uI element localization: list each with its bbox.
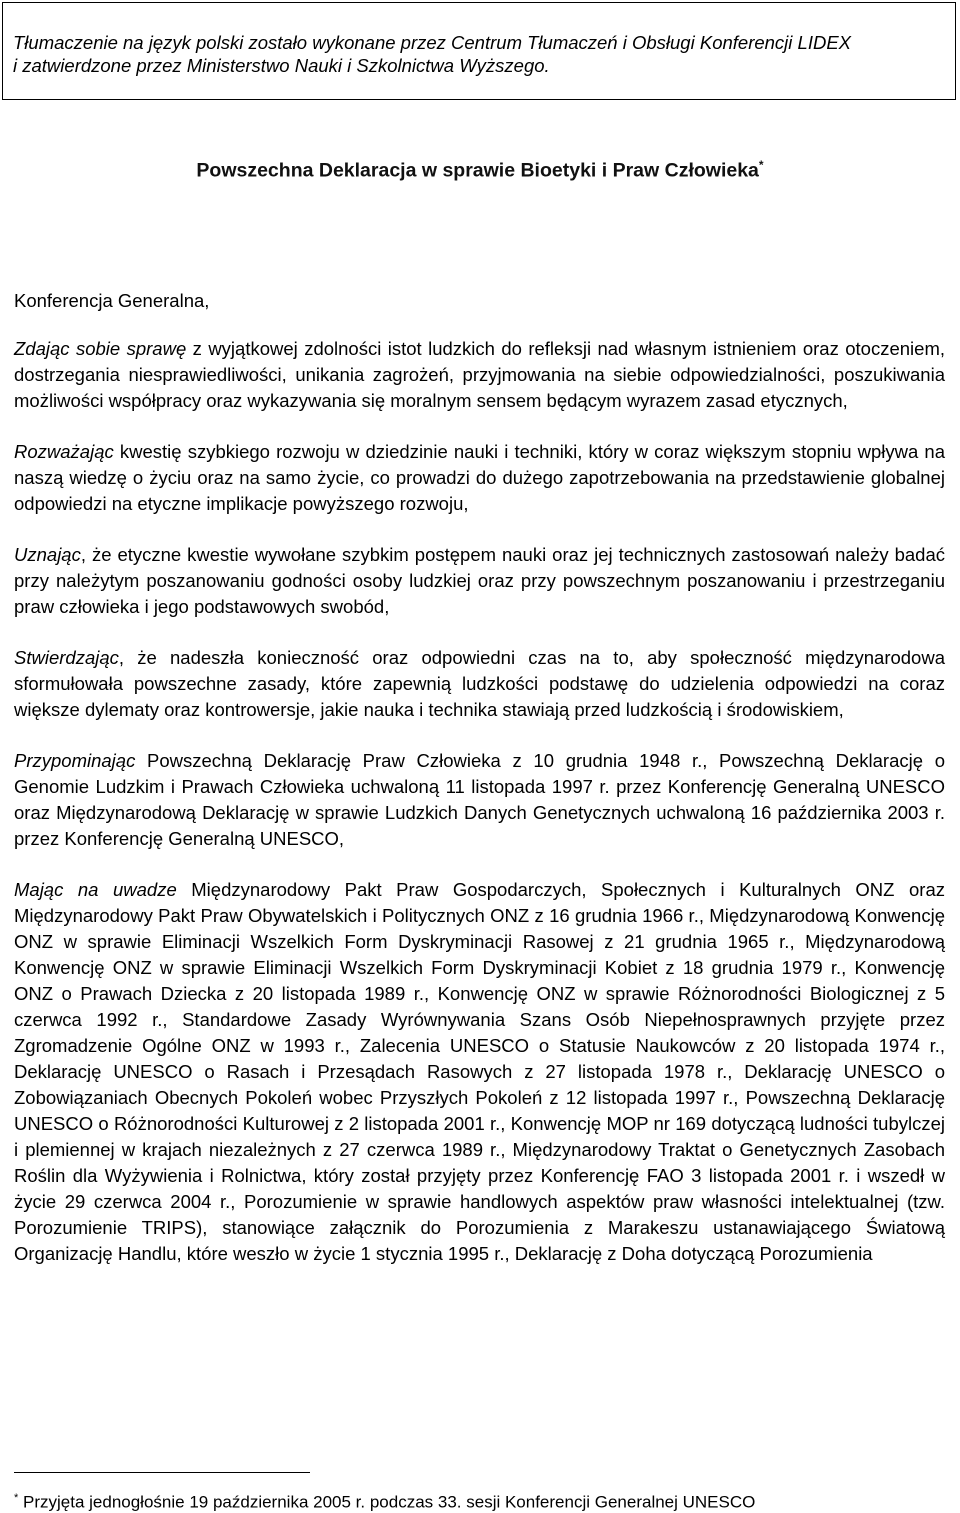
paragraph-lead: Stwierdzając — [14, 647, 119, 668]
title-text: Powszechna Deklaracja w sprawie Bioetyki i Praw Człowieka — [196, 159, 759, 182]
paragraph-text: Powszechną Deklarację Praw Człowieka z 10 grudnia 1948 r., Powszechną Deklarację o Genomie Ludzkim i Prawach Człowieka uchwaloną 11 listopada 1997 r. przez Konferencję Generalną UNESCO oraz Międzynarodową Deklarację w sprawie Ludzkich Danych Genetycznych uchwaloną 16 października 2003 r. przez Konferencję Generalną UNESCO, — [14, 750, 945, 849]
title-footnote-marker: * — [758, 158, 764, 172]
translation-notice — [2, 2, 956, 100]
notice-line-1: Tłumaczenie na język polski zostało wykonane przez Centrum Tłumaczeń i Obsługi Konferencji LIDEX — [13, 32, 852, 53]
paragraph-text: , że etyczne kwestie wywołane szybkim postępem nauki oraz jej technicznych zastosowań należy badać przy należytym poszanowaniu godności osoby ludzkiej oraz przy powszechnym poszanowaniu i przestrzeganiu praw człowieka i jego podstawowych swobód, — [14, 544, 945, 617]
general-conference-line: Konferencja Generalna, — [14, 290, 210, 311]
footnote-separator — [14, 1472, 310, 1473]
preamble — [14, 288, 945, 1292]
footnote — [14, 1488, 945, 1513]
paragraph-aware — [14, 336, 945, 414]
paragraph-considering — [14, 439, 945, 517]
paragraph-lead: Przypominając — [14, 750, 136, 771]
paragraph-lead: Uznając — [14, 544, 81, 565]
notice-line-2: i zatwierdzone przez Ministerstwo Nauki i Szkolnictwa Wyższego. — [13, 55, 550, 76]
paragraph-recognizing — [14, 542, 945, 620]
document-title — [0, 158, 960, 183]
paragraph-text: z wyjątkowej zdolności istot ludzkich do refleksji nad własnym istnieniem oraz otoczeniem, dostrzegania niesprawiedliwości, unikania zagrożeń, przyjmowania na siebie odpowiedzialności, poszukiwania możliwości współpracy oraz wykazywania się moralnym sensem będącym wyrazem zasad etycznych, — [14, 338, 945, 411]
paragraph-text: kwestię szybkiego rozwoju w dziedzinie nauki i techniki, który w coraz większym stopniu wpływa na naszą wiedzę o życiu oraz na samo życie, co prowadzi do dużego zapotrzebowania na przedstawienie globalnej odpowiedzi na etyczne implikacje powyższego rozwoju, — [14, 441, 945, 514]
paragraph-lead: Mając na uwadze — [14, 879, 177, 900]
paragraph-bearing-in-mind — [14, 877, 945, 1267]
paragraph-lead: Zdając sobie sprawę — [14, 338, 187, 359]
footnote-text: Przyjęta jednogłośnie 19 października 2005 r. podczas 33. sesji Konferencji Generalnej UNESCO — [18, 1492, 756, 1512]
footnote-marker: * — [14, 1492, 19, 1504]
paragraph-lead: Rozważając — [14, 441, 114, 462]
paragraph-text: Międzynarodowy Pakt Praw Gospodarczych, Społecznych i Kulturalnych ONZ oraz Międzynarodowy Pakt Praw Obywatelskich i Politycznych ONZ z 16 grudnia 1966 r., Międzynarodową Konwencję ONZ w sprawie Eliminacji Wszelkich Form Dyskryminacji Rasowej z 21 grudnia 1965 r., Międzynarodową Konwencję ONZ w sprawie Eliminacji Wszelkich Form Dyskryminacji Kobiet z 18 grudnia 1979 r., Konwencję ONZ o Prawach Dziecka z 20 listopada 1989 r., Konwencję ONZ w sprawie Różnorodności Biologicznej z 5 czerwca 1992 r., Standardowe Zasady Wyrównywania Szans Osób Niepełnosprawnych przyjęte przez Zgromadzenie Ogólne ONZ w 1993 r., Zalecenia UNESCO o Statusie Naukowców z 20 listopada 1974 r., Deklarację UNESCO o Rasach i Przesądach Rasowych z 27 listopada 1978 r., Deklarację UNESCO o Zobowiązaniach Obecnych Pokoleń wobec Przyszłych Pokoleń z 12 listopada 1997 r., Powszechną Deklarację UNESCO o Różnorodności Kulturowej z 2 listopada 2001 r., Konwencję MOP nr 169 dotyczącą ludności tubylczej i plemiennej w krajach niezależnych z 27 czerwca 1989 r., Międzynarodowy Traktat o Genetycznych Zasobach Roślin dla Wyżywienia i Rolnictwa, który został przyjęty przez Konferencję FAO 3 listopada 2001 r. i wszedł w życie 29 czerwca 2004 r., Porozumienie w sprawie handlowych aspektów praw własności intelektualnej (tzw. Porozumienie TRIPS), stanowiące załącznik do Porozumienia z Marakeszu ustanawiającego Światową Organizację Handlu, które weszło w życie 1 stycznia 1995 r., Deklarację z Doha dotyczącą Porozumienia — [14, 879, 945, 1264]
paragraph-stating — [14, 645, 945, 723]
paragraph-recalling — [14, 748, 945, 852]
paragraph-text: , że nadeszła konieczność oraz odpowiedni czas na to, aby społeczność międzynarodowa sformułowała powszechne zasady, które zapewnią ludzkości podstawę do udzielenia odpowiedzi na coraz większe dylematy oraz kontrowersje, jakie nauka i technika stawiają przed ludzkością i środowiskiem, — [14, 647, 945, 720]
